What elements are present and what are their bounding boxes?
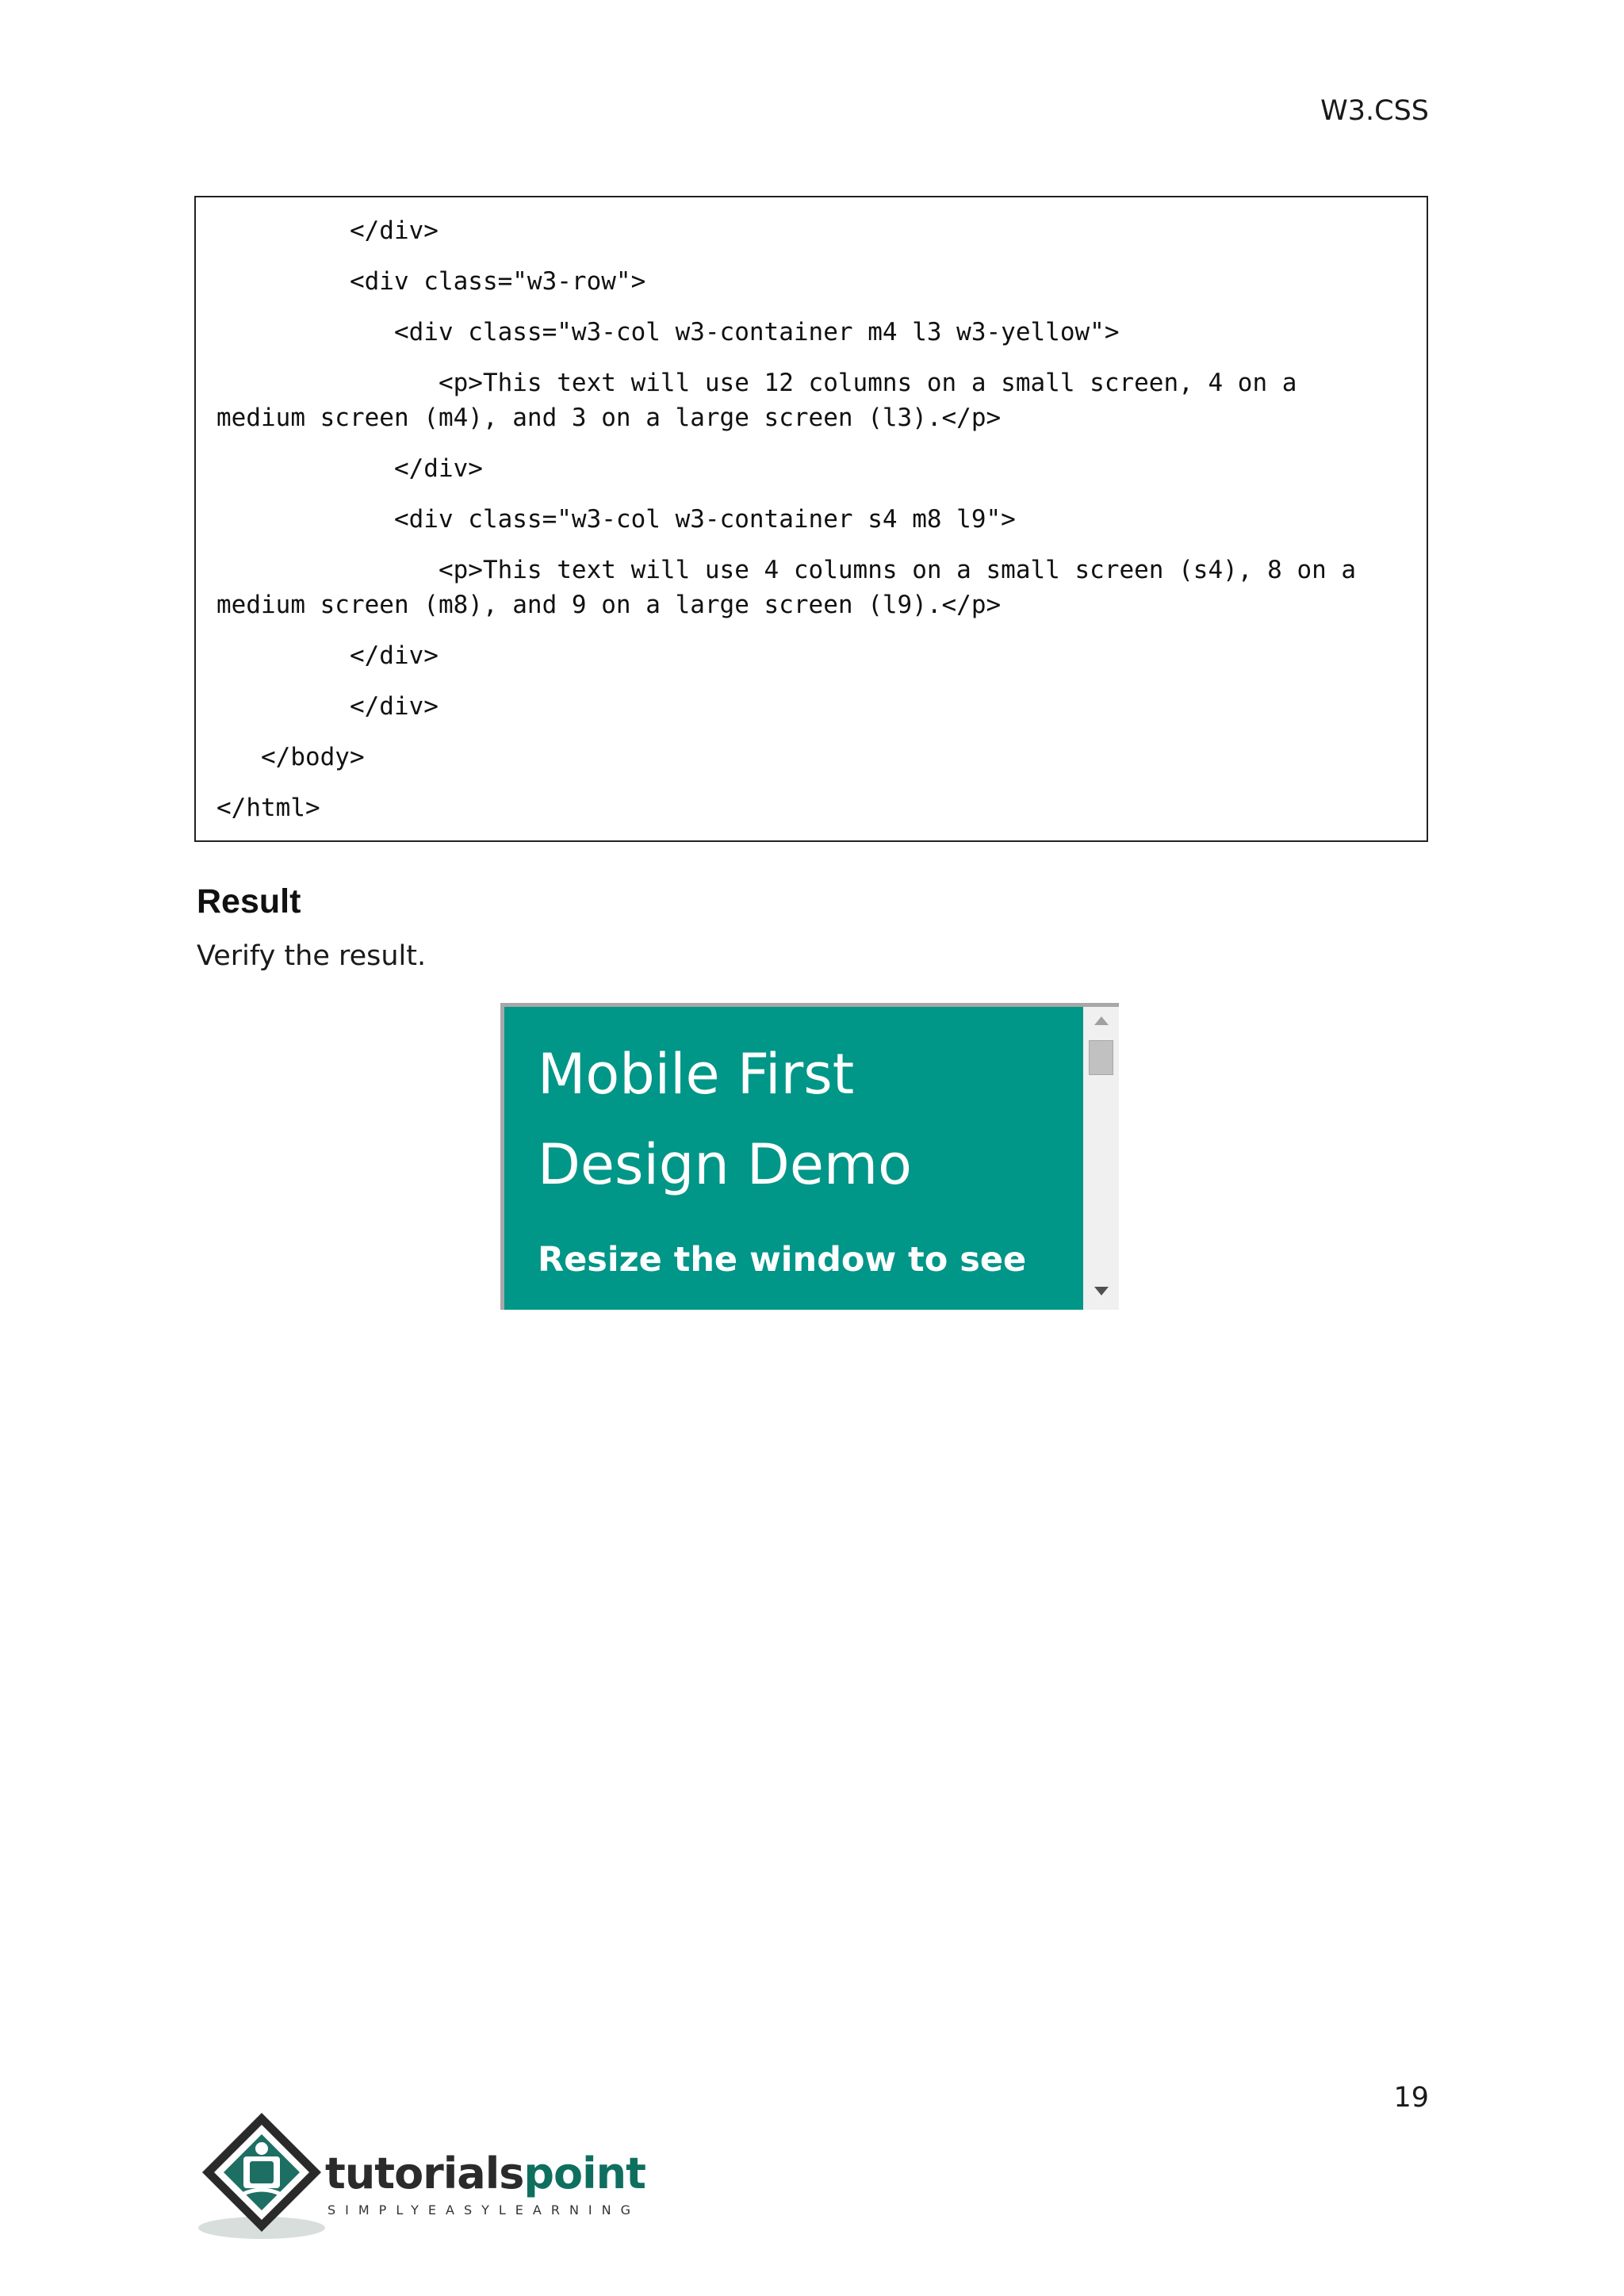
page-number: 19 [1393,2082,1429,2114]
tutorialspoint-logo [194,2109,645,2244]
logo-tagline: SIMPLYEASYLEARNING [327,2202,641,2218]
code-line: </html> [216,794,320,822]
scroll-down-arrow-icon[interactable] [1094,1287,1109,1295]
demo-screenshot [500,1003,1119,1310]
demo-title-line-2: Design Demo [538,1132,912,1197]
code-line: <div class="w3-col w3-container m4 l3 w3-yellow"> [216,318,1120,346]
scroll-thumb[interactable] [1089,1040,1113,1075]
code-line: </div> [216,454,483,483]
code-line: <div class="w3-col w3-container s4 m8 l9"> [216,505,1016,534]
logo-wordmark [325,2149,645,2198]
code-line: </body> [216,743,365,771]
code-line: <div class="w3-row"> [216,267,646,296]
logo-diamond-icon [194,2109,329,2244]
code-block [194,196,1428,842]
scroll-up-arrow-icon[interactable] [1094,1016,1109,1025]
demo-content [538,1029,1045,1280]
logo-brand-part-1: tutorials [325,2149,524,2198]
demo-title-line-1: Mobile First [538,1042,855,1107]
running-header: W3.CSS [1320,95,1429,127]
code-line: <p>This text will use 12 columns on a small screen, 4 on a medium screen (m4), and 3 on a large screen (l3).</p> [216,369,1297,432]
demo-subtitle: Resize the window to see [538,1240,1027,1280]
code-line: </div> [216,692,439,721]
vertical-scrollbar[interactable] [1083,1007,1119,1310]
logo-brand-part-2: point [523,2149,645,2198]
result-description: Verify the result. [197,940,427,972]
result-heading: Result [197,882,301,920]
code-line: <p>This text will use 4 columns on a small screen (s4), 8 on a medium screen (m8), and 9 on a large screen (l9).</p> [216,556,1357,619]
code-line: </div> [216,216,439,245]
code-line: </div> [216,641,439,670]
